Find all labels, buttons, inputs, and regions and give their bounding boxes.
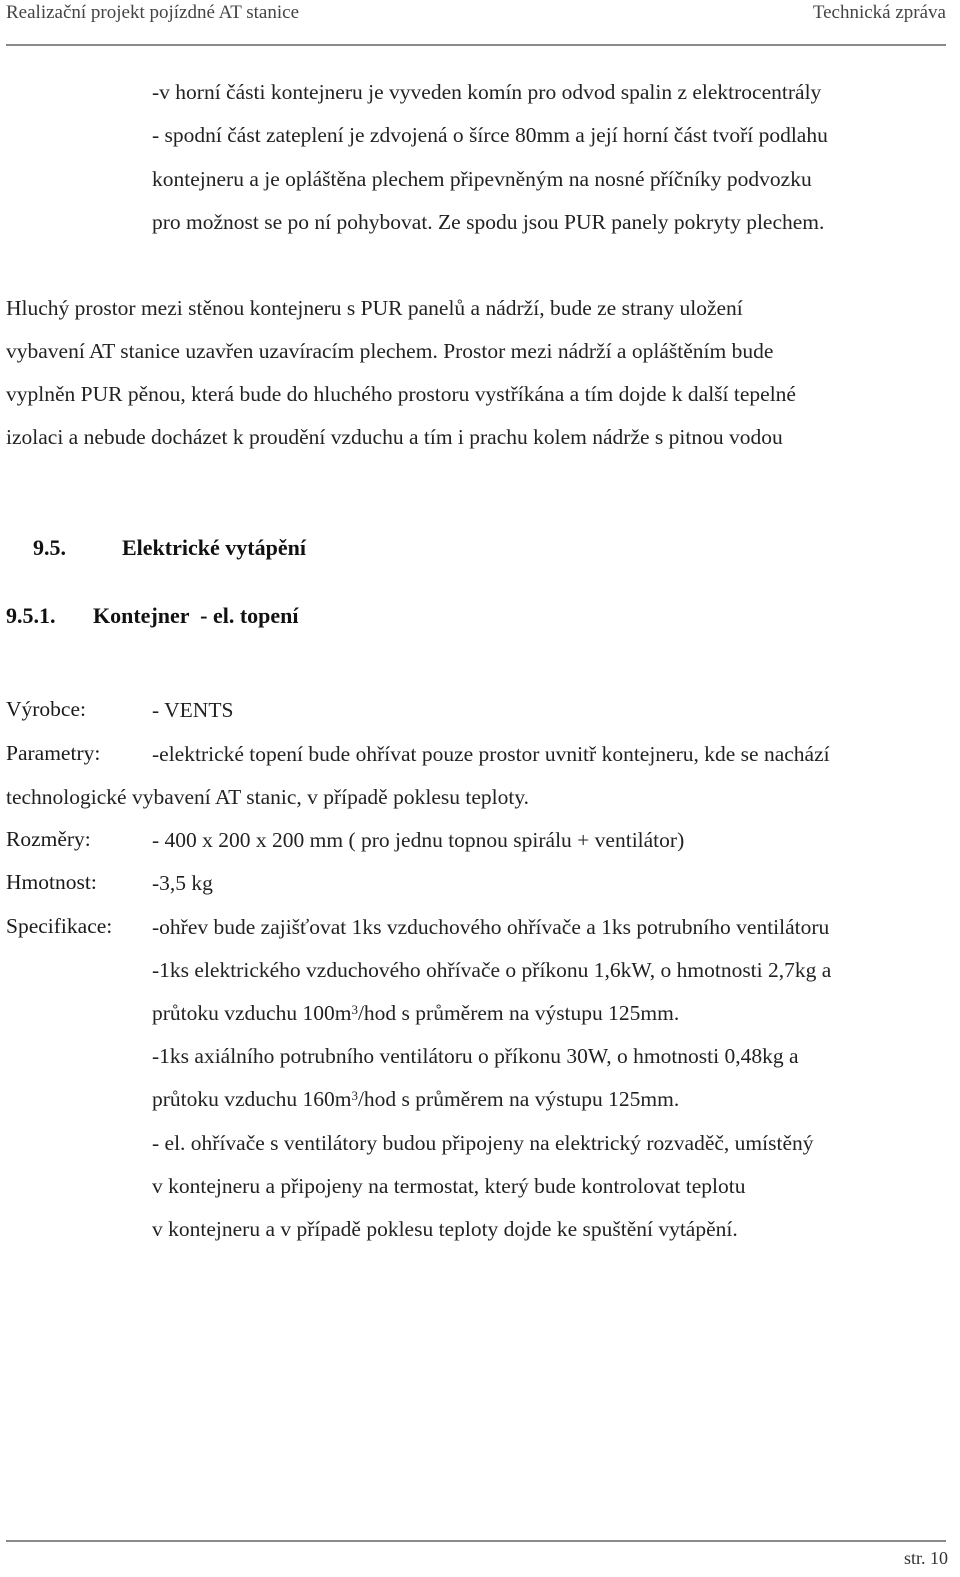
specification-line: v kontejneru a připojeny na termostat, který bude kontrolovat teplotu (152, 1174, 746, 1198)
specification-line: -1ks axiálního potrubního ventilátoru o příkonu 30W, o hmotnosti 0,48kg a (152, 1044, 799, 1068)
dimensions-value: - 400 x 200 x 200 mm ( pro jednu topnou spirálu + ventilátor) (152, 828, 685, 852)
footer-divider (6, 1540, 946, 1542)
subsection-number: 9.5.1. (6, 603, 56, 628)
weight-value: -3,5 kg (152, 871, 213, 895)
airflow-text: průtoku vzduchu 100m (152, 1001, 352, 1025)
specification-line (152, 1000, 679, 1026)
manufacturer-value: - VENTS (152, 698, 234, 722)
airflow-text: průtoku vzduchu 160m (152, 1087, 352, 1111)
specification-line (152, 1086, 679, 1112)
superscript: 3 (351, 1088, 358, 1103)
specification-label: Specifikace: (6, 914, 113, 938)
section-number: 9.5. (33, 535, 66, 560)
specification-line: -1ks elektrického vzduchového ohřívače o příkonu 1,6kW, o hmotnosti 2,7kg a (152, 958, 832, 982)
paragraph-line: vybavení AT stanice uzavřen uzavíracím plechem. Prostor mezi nádrží a opláštěním bude (6, 339, 774, 363)
dimensions-label: Rozměry: (6, 827, 91, 851)
airflow-text: /hod s průměrem na výstupu 125mm. (357, 1087, 680, 1111)
list-item: pro možnost se po ní pohybovat. Ze spodu jsou PUR panely pokryty plechem. (152, 210, 825, 234)
parameters-value: -elektrické topení bude ohřívat pouze prostor uvnitř kontejneru, kde se nachází (152, 742, 830, 766)
manufacturer-label: Výrobce: (6, 697, 86, 721)
subsection-title: Kontejner - el. topení (93, 603, 299, 628)
section-title: Elektrické vytápění (122, 535, 306, 560)
paragraph-line: Hluchý prostor mezi stěnou kontejneru s PUR panelů a nádrží, bude ze strany uložení (6, 296, 743, 320)
parameters-continuation: technologické vybavení AT stanic, v případě poklesu teploty. (6, 785, 530, 809)
specification-line: -ohřev bude zajišťovat 1ks vzduchového ohřívače a 1ks potrubního ventilátoru (152, 915, 830, 939)
paragraph-line: vyplněn PUR pěnou, která bude do hluchého prostoru vystříkána a tím dojde k další tepelné (6, 382, 796, 406)
paragraph-line: izolaci a nebude docházet k proudění vzduchu a tím i prachu kolem nádrže s pitnou vodou (6, 425, 783, 449)
airflow-text: /hod s průměrem na výstupu 125mm. (357, 1001, 680, 1025)
list-item: - spodní část zateplení je zdvojená o šírce 80mm a její horní část tvoří podlahu (152, 123, 828, 147)
specification-line: v kontejneru a v případě poklesu teploty dojde ke spuštění vytápění. (152, 1217, 738, 1241)
specification-line: - el. ohřívače s ventilátory budou připojeny na elektrický rozvaděč, umístěný (152, 1131, 814, 1155)
parameters-label: Parametry: (6, 741, 101, 765)
superscript: 3 (351, 1002, 358, 1017)
list-item: kontejneru a je opláštěna plechem připevněným na nosné příčníky podvozku (152, 167, 812, 191)
page-number: str. 10 (903, 1548, 948, 1568)
page-header (6, 0, 946, 46)
weight-label: Hmotnost: (6, 870, 97, 894)
list-item: -v horní části kontejneru je vyveden komín pro odvod spalin z elektrocentrály (152, 80, 822, 104)
header-document-type: Technická zpráva (812, 2, 946, 23)
header-project-title: Realizační projekt pojízdné AT stanice (6, 2, 299, 23)
